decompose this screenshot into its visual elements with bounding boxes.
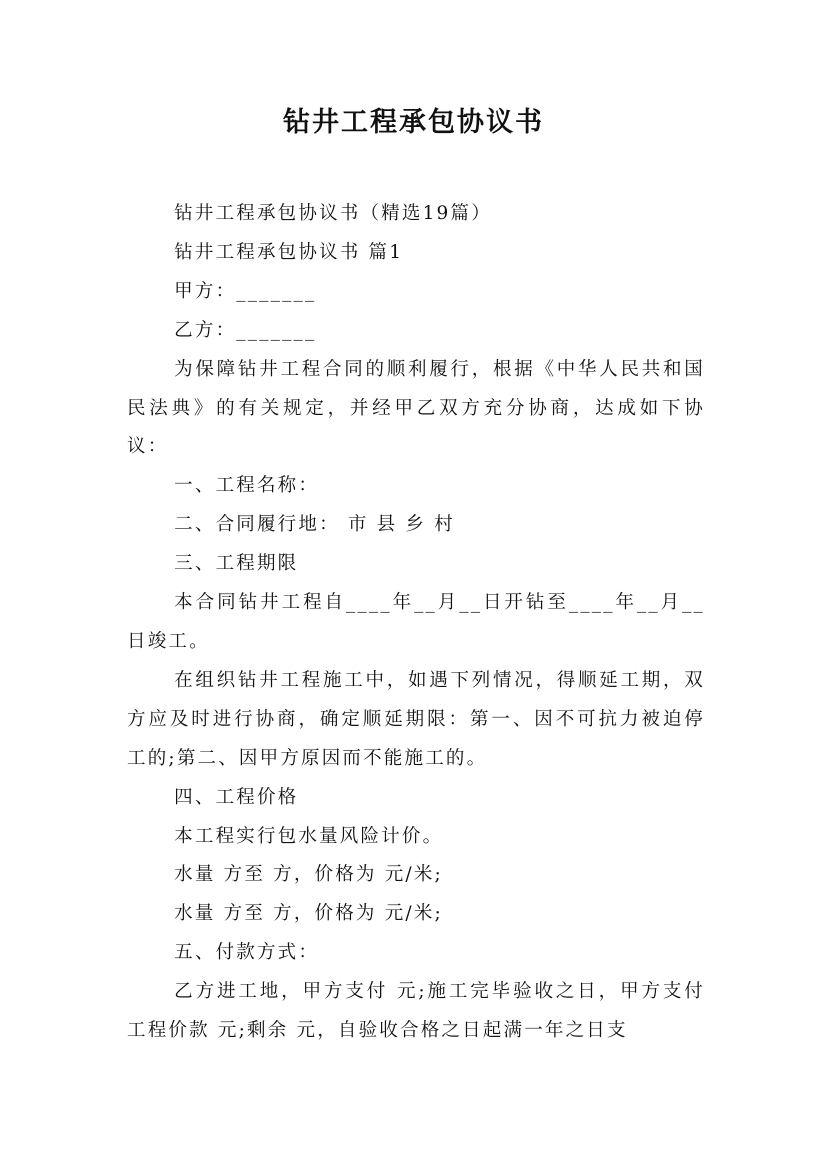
paragraph-term-extension: 在组织钻井工程施工中，如遇下列情况，得顺延工期，双方应及时进行协商，确定顺延期限：第一、因不可抗力被迫停工的;第二、因甲方原因而不能施工的。 bbox=[127, 669, 705, 769]
paragraph-price-heading: 四、工程价格 bbox=[174, 786, 299, 808]
paragraph-subtitle: 钻井工程承包协议书（精选19篇） bbox=[174, 203, 492, 224]
paragraph-preamble: 为保障钻井工程合同的顺利履行，根据《中华人民共和国民法典》的有关规定，并经甲乙双方充分协商，达成如下协议： bbox=[127, 358, 705, 458]
document-title: 钻井工程承包协议书 bbox=[283, 107, 544, 138]
paragraph-section-heading: 钻井工程承包协议书 篇1 bbox=[174, 241, 404, 263]
paragraph-term-heading: 三、工程期限 bbox=[174, 553, 299, 575]
paragraph-party-a: 甲方：_______ bbox=[174, 280, 317, 302]
paragraph-payment-terms: 乙方进工地，甲方支付 元;施工完毕验收之日，甲方支付工程价款 元;剩余 元，自验收合格之日起满一年之日支 bbox=[127, 981, 705, 1042]
document-body bbox=[127, 195, 705, 1051]
paragraph-price-tier-1: 水量 方至 方，价格为 元/米; bbox=[174, 864, 443, 886]
paragraph-payment-heading: 五、付款方式： bbox=[174, 942, 320, 964]
paragraph-price-basis: 本工程实行包水量风险计价。 bbox=[174, 825, 444, 847]
paragraph-party-b: 乙方：_______ bbox=[174, 319, 317, 341]
paragraph-location: 二、合同履行地： 市 县 乡 村 bbox=[174, 514, 455, 536]
paragraph-project-name: 一、工程名称： bbox=[174, 475, 320, 497]
paragraph-term-dates: 本合同钻井工程自____年__月__日开钻至____年__月__日竣工。 bbox=[127, 592, 705, 652]
paragraph-price-tier-2: 水量 方至 方，价格为 元/米; bbox=[174, 903, 443, 925]
